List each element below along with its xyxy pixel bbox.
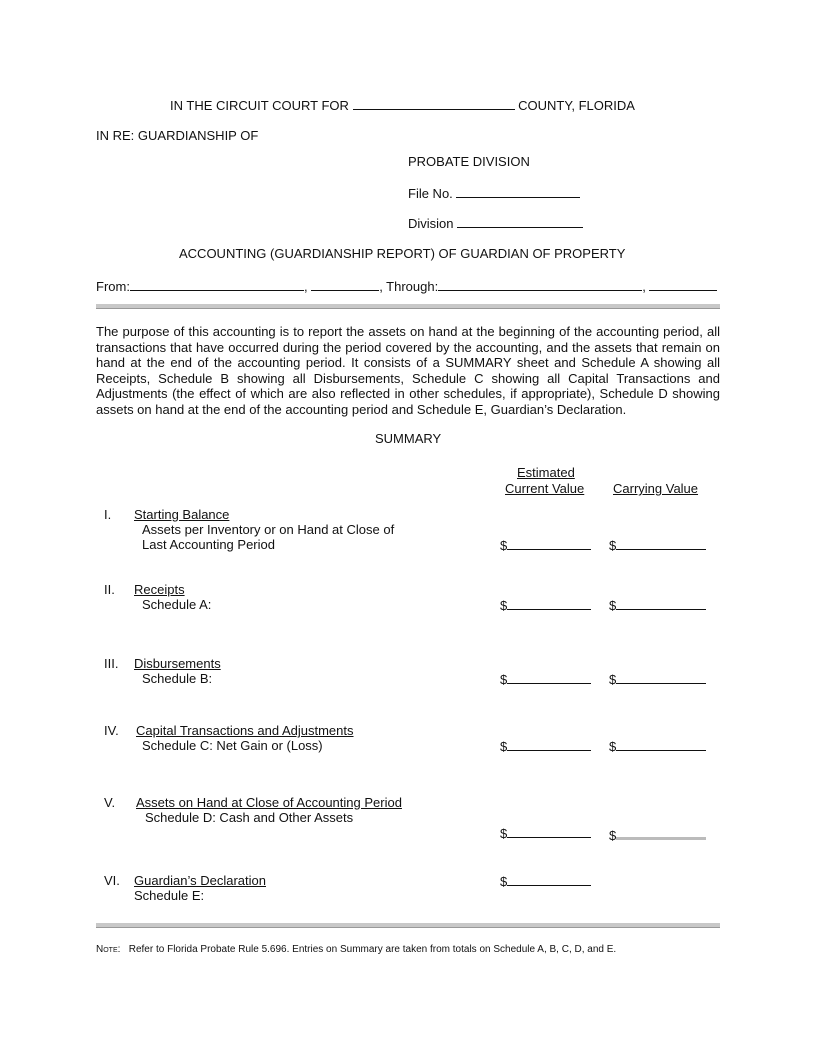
section-title: Starting Balance bbox=[134, 507, 230, 522]
summary-heading: SUMMARY bbox=[375, 431, 442, 446]
from-label: From: bbox=[96, 279, 130, 294]
estimated-value-field[interactable]: $ bbox=[500, 738, 591, 754]
col-current-value: Current Value bbox=[505, 481, 585, 496]
carrying-value-field[interactable]: $ bbox=[609, 738, 706, 754]
period-line: From: , , Through: , bbox=[96, 278, 717, 294]
document-title: ACCOUNTING (GUARDIANSHIP REPORT) OF GUARDIAN OF PROPERTY bbox=[179, 246, 626, 261]
section-title: Guardian’s Declaration bbox=[134, 873, 266, 888]
section-desc: Schedule D: Cash and Other Assets bbox=[145, 810, 354, 825]
probate-division: PROBATE DIVISION bbox=[408, 154, 530, 169]
carrying-value-field[interactable]: $ bbox=[609, 597, 706, 613]
section-desc: Assets per Inventory or on Hand at Close of bbox=[142, 522, 395, 537]
division-blank[interactable] bbox=[457, 215, 583, 228]
estimated-value-field[interactable]: $ bbox=[500, 873, 591, 889]
estimated-value-field[interactable]: $ bbox=[500, 537, 591, 553]
estimated-value-field[interactable]: $ bbox=[500, 671, 591, 687]
carrying-value-field[interactable]: $ bbox=[609, 537, 706, 553]
estimated-value-field[interactable]: $ bbox=[500, 597, 591, 613]
through-year-blank[interactable] bbox=[649, 278, 717, 291]
file-no-label: File No. bbox=[408, 186, 453, 201]
court-prefix: IN THE CIRCUIT COURT FOR bbox=[170, 98, 349, 113]
section-desc: Last Accounting Period bbox=[142, 537, 275, 552]
in-re: IN RE: GUARDIANSHIP OF bbox=[96, 128, 259, 143]
section-number: IV. bbox=[104, 723, 119, 738]
section-number: I. bbox=[104, 507, 112, 522]
division-line bbox=[408, 215, 583, 231]
section-desc: Schedule A: bbox=[142, 597, 212, 612]
col-estimated: Estimated bbox=[517, 465, 575, 480]
note-text: Refer to Florida Probate Rule 5.696. Entries on Summary are taken from totals on Schedule A, B, C, D, and E. bbox=[128, 944, 617, 955]
division-label: Division bbox=[408, 216, 454, 231]
court-suffix: COUNTY, FLORIDA bbox=[518, 98, 635, 113]
footnote bbox=[96, 944, 616, 955]
through-date-blank[interactable] bbox=[438, 278, 642, 291]
section-number: V. bbox=[104, 795, 116, 810]
section-number: VI. bbox=[104, 873, 120, 888]
file-no-line bbox=[408, 185, 580, 201]
section-number: III. bbox=[104, 656, 119, 671]
estimated-value-field[interactable]: $ bbox=[500, 825, 591, 841]
section-desc: Schedule E: bbox=[134, 888, 205, 903]
section-title: Capital Transactions and Adjustments bbox=[136, 723, 354, 738]
carrying-value-field[interactable]: $ bbox=[609, 671, 706, 687]
purpose-paragraph: The purpose of this accounting is to report the assets on hand at the beginning of the accounting period, all transactions that have occurred during the period covered by the accounting, and the assets that remain on hand at the end of the accounting period. It consists of a SUMMARY sheet and Schedule A showing all Receipts, Schedule B showing all Disbursements, Schedule C showing all Capital Transactions and Adjustments (the effect of which are also reflected in other schedules, if appropriate), Schedule D showing assets on hand at the end of the accounting period and Schedule E, Guardian’s Declaration. bbox=[96, 324, 720, 417]
note-label: Note: bbox=[96, 944, 121, 955]
col-carrying-value: Carrying Value bbox=[613, 481, 699, 496]
section-desc: Schedule C: Net Gain or (Loss) bbox=[142, 738, 323, 753]
section-title: Disbursements bbox=[134, 656, 221, 671]
court-line bbox=[170, 97, 635, 113]
from-date-blank[interactable] bbox=[130, 278, 304, 291]
divider bbox=[96, 923, 720, 928]
section-title: Assets on Hand at Close of Accounting Period bbox=[136, 795, 402, 810]
section-title: Receipts bbox=[134, 582, 185, 597]
section-number: II. bbox=[104, 582, 115, 597]
carrying-value-field[interactable]: $ bbox=[609, 825, 706, 843]
section-desc: Schedule B: bbox=[142, 671, 213, 686]
county-blank[interactable] bbox=[353, 97, 515, 110]
from-year-blank[interactable] bbox=[311, 278, 379, 291]
divider bbox=[96, 304, 720, 309]
through-label: , Through: bbox=[379, 279, 439, 294]
file-no-blank[interactable] bbox=[456, 185, 580, 198]
